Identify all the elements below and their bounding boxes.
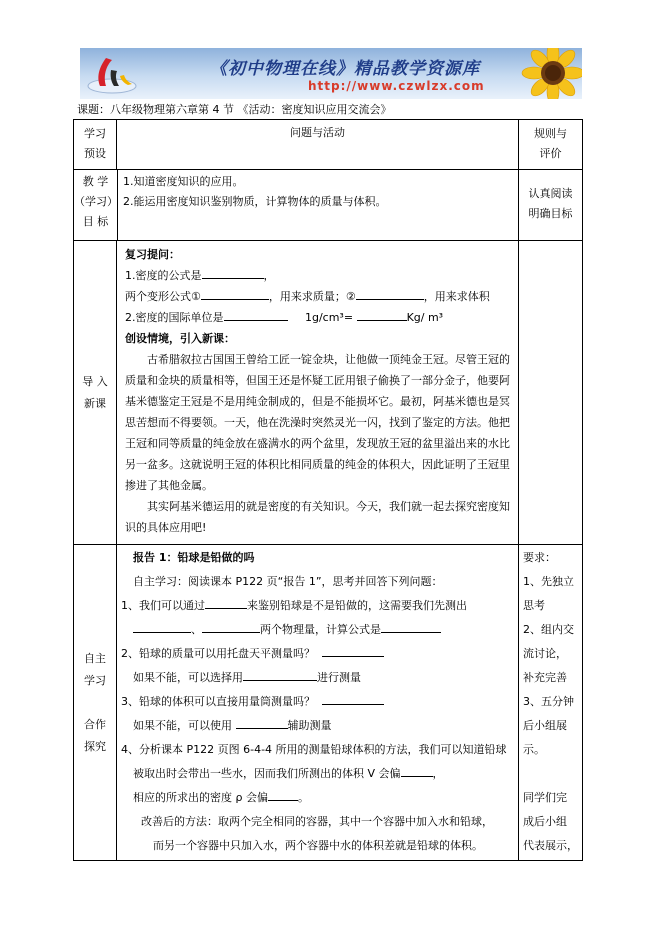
answer-blank[interactable] xyxy=(205,596,247,609)
site-logo-icon xyxy=(86,52,138,96)
explore-question-4c: 相应的所求出的密度 ρ 会偏 。 xyxy=(121,786,514,810)
intro-row xyxy=(74,241,583,545)
lesson-title: 课题：八年级物理第六章第 4 节 《活动：密度知识应用交流会》 xyxy=(77,103,392,116)
answer-blank[interactable] xyxy=(357,308,407,321)
header-questions-activities: 问题与活动 xyxy=(117,120,519,170)
report-heading: 报告 1：铅球是铅做的吗 xyxy=(133,551,255,564)
archimedes-story: 古希腊叙拉古国国王曾给工匠一锭金块，让他做一顶纯金王冠。尽管王冠的质量和金块的质量相等，但国王还是怀疑工匠用银子偷换了一部分金子，他要阿基米德鉴定王冠是不是用纯金制成的，但是不能损坏它。最初，阿基米德也是冥思苦想而不得要领。一天，他在洗澡时突然灵光一闪，找到了鉴定的方法。他把王冠和同等质量的纯金放在盛满水的两个盆里，发现放王冠的盆里溢出来的水比另一盆多。这就说明王冠的体积比相同质量的纯金的体积大，因此证明了王冠里掺进了其他金属。 xyxy=(125,353,510,492)
objectives-evaluation: 认真阅读 明确目标 xyxy=(519,170,583,241)
objectives-list xyxy=(118,170,518,240)
improved-method-1: 改善后的方法：取两个完全相同的容器，其中一个容器中加入水和铅球， xyxy=(141,815,493,828)
intro-content xyxy=(117,241,519,545)
explore-question-2b: 如果不能，可以选择用 进行测量 xyxy=(121,666,514,690)
intro-evaluation xyxy=(519,241,583,545)
review-question-2: 2.密度的国际单位是 1g/cm³= Kg/ m³ xyxy=(125,307,512,328)
sunflower-icon xyxy=(520,48,582,99)
answer-blank[interactable] xyxy=(201,287,269,300)
scenario-heading: 创设情境，引入新课： xyxy=(125,332,235,345)
answer-blank[interactable] xyxy=(381,620,441,633)
answer-blank[interactable] xyxy=(322,644,384,657)
explore-requirements: 要求： 1、先独立 思考 2、组内交 流讨论， 补充完善 3、五分钟 后小组展 示。 同学们完 成后小组 代表展示， xyxy=(519,545,583,861)
explore-label: 自主 学习 合作 探究 xyxy=(74,545,117,861)
intro-closing: 其实阿基米德运用的就是密度的有关知识。今天，我们就一起去探究密度知识的具体应用吧! xyxy=(125,500,510,534)
answer-blank[interactable] xyxy=(243,668,317,681)
objectives-label: 教 学 （学习） 目 标 xyxy=(74,170,118,240)
answer-blank[interactable] xyxy=(356,287,424,300)
explore-question-1b: 、 两个物理量，计算公式是 xyxy=(121,618,514,642)
answer-blank[interactable] xyxy=(401,764,433,777)
explore-question-4b: 被取出时会带出一些水，因而我们所测出的体积 V 会偏 ， xyxy=(121,762,514,786)
header-rules-evaluation: 规则与 评价 xyxy=(519,120,583,170)
answer-blank[interactable] xyxy=(224,308,288,321)
explore-row xyxy=(74,545,583,861)
header-study-preset: 学习 预设 xyxy=(74,120,117,170)
explore-question-4: 4、分析课本 P122 页图 6-4-4 所用的测量铅球体积的方法，我们可以知道铅球 xyxy=(121,743,507,756)
explore-content xyxy=(117,545,519,861)
explore-question-2: 2、铅球的质量可以用托盘天平测量吗？ xyxy=(121,642,514,666)
improved-method-2: 而另一个容器中只加入水，两个容器中水的体积差就是铅球的体积。 xyxy=(153,839,483,852)
explore-question-1: 1、我们可以通过 来鉴别铅球是不是铅做的，这需要我们先测出 xyxy=(121,594,514,618)
objective-item: 2.能运用密度知识鉴别物质，计算物体的质量与体积。 xyxy=(123,195,387,208)
explore-question-3b: 如果不能，可以使用 辅助测量 xyxy=(121,714,514,738)
answer-blank[interactable] xyxy=(133,620,191,633)
self-study-instruction: 自主学习：阅读课本 P122 页“报告 1”，思考并回答下列问题： xyxy=(133,575,443,588)
answer-blank[interactable] xyxy=(322,692,384,705)
banner-title: 《初中物理在线》精品教学资源库 xyxy=(210,59,480,79)
table-header-row xyxy=(74,120,583,170)
banner-url[interactable]: http://www.czwlzx.com xyxy=(308,79,485,93)
intro-label: 导 入 新课 xyxy=(74,241,117,545)
review-question-1: 1.密度的公式是 ， xyxy=(125,265,512,286)
objectives-row xyxy=(74,170,583,241)
answer-blank[interactable] xyxy=(268,788,298,801)
objectives-cell xyxy=(74,170,519,241)
explore-question-3: 3、铅球的体积可以直接用量筒测量吗？ xyxy=(121,690,514,714)
review-heading: 复习提问： xyxy=(125,248,180,261)
answer-blank[interactable] xyxy=(236,716,288,729)
objective-item: 1.知道密度知识的应用。 xyxy=(123,175,244,188)
lesson-plan-table xyxy=(73,119,583,861)
header-banner xyxy=(80,48,582,99)
review-question-1b: 两个变形公式① ，用来求质量；② ，用来求体积 xyxy=(125,286,512,307)
answer-blank[interactable] xyxy=(202,266,264,279)
answer-blank[interactable] xyxy=(202,620,260,633)
